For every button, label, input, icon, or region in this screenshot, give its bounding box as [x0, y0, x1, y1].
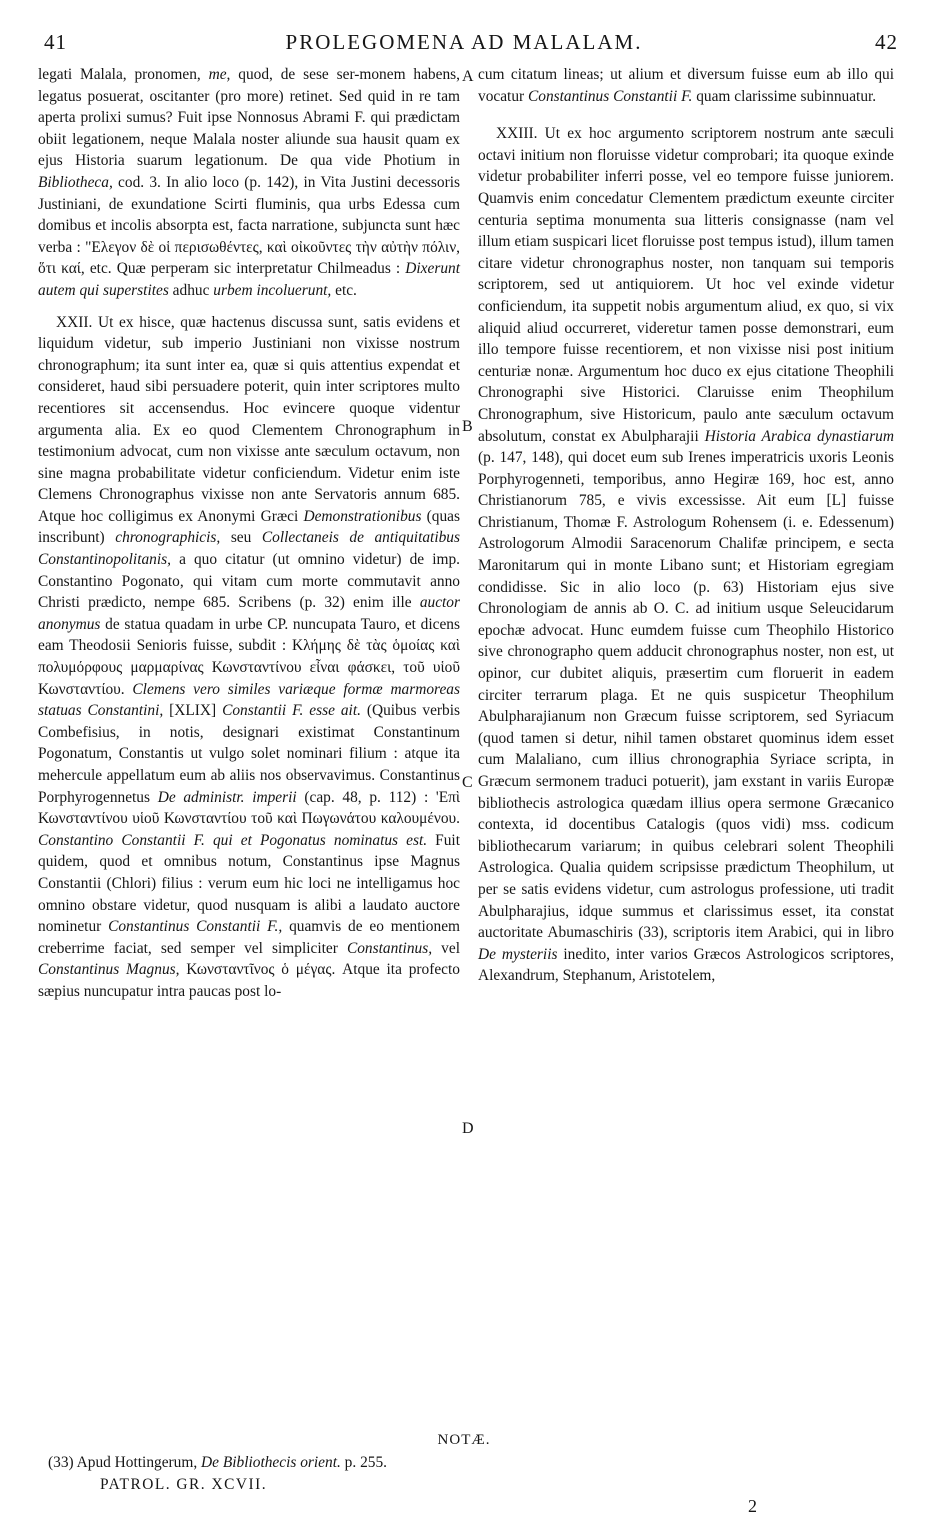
series-footer: PATROL. GR. XCVII.: [100, 1476, 268, 1493]
footnote-text-end: p. 255.: [340, 1454, 387, 1471]
text-run: seu: [220, 529, 262, 547]
right-column: [478, 64, 894, 987]
text-run: legati Malala, pronomen,: [38, 66, 209, 83]
left-column: [38, 64, 460, 1003]
notes-heading: NOTÆ.: [437, 1432, 491, 1448]
italic-run: Demonstrationibus: [303, 507, 422, 525]
italic-run: Constantinus Constantii F.,: [108, 918, 283, 936]
text-run: XXII. Ut ex hisce, quæ hactenus discussa sunt, satis evidens et liquidum videtur, sub imperio Justiniani non vixisse nostrum chronographum; ita sunt inter ea, quæ si quis attentius expendat et consideret, haud sibi persuadere poterit, quin inter scriptores multo recentiores sit accensendus. Hoc evincere quoque videntur argumenta alia. Ex eo quod Clementem Chronographum in testimonium advocat, cum non vixisse ante sæculum octavum, non sine magna probabilitate videtur conficiendum. Videtur enim iste Clemens Chronographus vixisse non ante Servatoris annum 685. Atque hoc colligimus ex Anonymi Græci: [38, 313, 460, 525]
italic-run: chronographicis,: [115, 529, 221, 547]
italic-run: De administr. imperii: [157, 788, 297, 806]
footnote-33: [48, 1454, 387, 1472]
text-run: [XLIX]: [163, 702, 223, 720]
margin-mark-b: B: [462, 418, 473, 435]
text-run: Κωνσταντῖνος ὁ μέγας. Atque ita profecto sæpius nuncupatur intra paucas post lo-: [38, 961, 460, 1000]
text-run: quod, de sese ser-monem habens, legatus posuerat, oscitanter (pro more) retinet. Sed quid in re tam aperta prolixi sumus? Fuit ipse Nonnosus Abrami F. qui prædictam obiit legationem, neque Malala noster aliunde sua hausit quam ex ejus Historia suarum legationum. De qua vide Photium in: [38, 66, 460, 170]
text-run: de statua quadam in urbe CP. nuncupata Tauro, et dicens eam Theodosii Senioris fuisse, subdit : Κλήμης δὲ τὰς ὁμοίας καὶ πολυμόρφους μαρμαρίνας Κωνσταντίνου εἶναι φάσκει, τοῦ υἱοῦ Κωνσταντίου.: [38, 615, 460, 698]
text-run: quam clarissime subinnuatur.: [692, 87, 877, 105]
text-run: cum citatum lineas; ut alium et diversum fuisse eum ab illo qui vocatur: [478, 66, 894, 105]
italic-run: Bibliotheca,: [38, 173, 113, 191]
text-run: (Quibus verbis Combefisius, in notis, designari existimat Constantinum Pogonatum, Constantis ut vulgo solet nominari filium : atque ita mehercule appellatum eum ab aliis nos observavimus. Constantinus Porphyrogennetus: [38, 702, 460, 806]
margin-mark-a: A: [462, 68, 474, 85]
italic-run: Constantinus Magnus,: [38, 961, 180, 979]
text-run: a quo citatur (ut omnino videtur) de imp. Constantino Pogonato, qui vitam cum morte commutavit anno Christi prædicto, nempe 685. Scribens (p. 32) enim ille: [38, 551, 460, 612]
page-number-right: 42: [875, 30, 898, 54]
page-number-left: 41: [44, 30, 67, 54]
italic-run: Dixerunt autem qui superstites: [38, 260, 460, 299]
left-paragraph-1: [38, 64, 460, 302]
text-run: (p. 147, 148), qui docet eum sub Irenes imperatricis uxoris Leonis Porphyrogenneti, temporibus, anno Hegiræ 169, hoc est, anno Christianorum 785, e vivis excessisse. Ait eum [L] fuisse Christianum, Thomæ F. Astrologum Rohensem (i. e. Edessenum) Astrologorum Almodii Saracenorum Chalifæ principem, e secta Maronitarum qui in monte Libano sunt; et Historiam egregiam condidisse. Sic in alio loco (p. 63) Historiam ejus sive Chronologiam de annis ab O. C. ad initium usque Seleucidarum epochæ advocat. Hunc eumdem fuisse cum Theophilo Historico sive chronographo quem adducit chronographus noster, non est, ut opinor, cur dubitet aliquis, præsertim cum floruerit in eadem circiter terrarum plaga. Et ne quis suspicetur Theophilum Abulpharajianum non Græcum fuisse scriptorem, sed Syriacum (quod tamen si detur, nihil tamen obstaret quominus idem esset cum Malaliano, cum illius chronographia Syriace scripta, in Græcum sermonem traduci potuerit), jam exstant in variis Europæ bibliothecis astrologica quædam illius opera sermone Græcanico contexta, id docentibus Catalogis (quos vidi) mss. codicum bibliothecarum variarum; in quibus celebrari solent Theophili Astrologica. Qualia quidem scripsisse prædictum Theophilum, ut per se satis evidens videtur, cum astrologus professione, uti tradit Abulpharajius, idque summus et clarissimus esset, ita constat auctoritate Abumaschiris (33), scriptoris item Arabici, qui in libro: [478, 449, 894, 942]
signature-mark: 2: [748, 1496, 757, 1516]
footnote-italic: De Bibliothecis orient.: [201, 1454, 341, 1471]
text-run: (quas inscribunt): [38, 507, 460, 547]
text-run: XXIII. Ut ex hoc argumento scriptorem nostrum ante sæculi octavi initium non floruisse videtur comprobari; ita quoque exinde videtur probabiliter inferri posse, vel eo tempore fuisse juniorem. Quamvis enim concedatur Clementem prædictum exeunte circiter centuria septima monumenta sua litteris consignasse (nam vel illum etiam suspicari licet floruisse post tempus istud), illum tamen citare videtur chronographus noster, non tanquam sui temporis scriptorem, sed ut antiquiorem. Ut hoc vel exinde videtur conficiendum, ita suppetit nobis argumentum aliud, ex quo, si vix aliquid aliud occurreret, videretur tamen posse demonstrari, eum illo tempore fuisse recentiorem, et non vixisse nisi post initium centuriæ nonæ. Argumentum hoc duco ex ejus citatione Theophili Chronographi sive Historici. Claruisse enim Theophilum Chronographum, sive Historicum, paulo ante sæculum octavum absolutum, constat ex Abulpharajii: [478, 125, 894, 445]
text-run: adhuc: [168, 281, 214, 299]
italic-run: Collectaneis de antiquitatibus Constantinopolitanis,: [38, 529, 460, 569]
italic-run: De mysteriis: [478, 945, 558, 963]
footnote-text: (33) Apud Hottingerum,: [48, 1454, 202, 1471]
margin-mark-c: C: [462, 774, 473, 791]
italic-run: me,: [208, 66, 231, 83]
running-title: PROLEGOMENA AD MALALAM.: [285, 30, 643, 54]
italic-run: urbem incoluerunt,: [213, 281, 332, 299]
margin-mark-d: D: [462, 1120, 474, 1137]
italic-run: Constantii F. esse ait.: [222, 702, 361, 720]
left-paragraph-2: [38, 312, 460, 1003]
italic-run: Constantinus,: [346, 939, 433, 957]
text-run: (cap. 48, p. 112) : 'Επὶ Κωνσταντίνου υἱοῦ Κωνσταντίου τοῦ καὶ Πωγωνάτου καλουμένου.: [38, 788, 461, 828]
italic-run: auctor anonymus: [38, 594, 460, 633]
italic-run: Constantinus Constantii F.: [528, 87, 693, 105]
italic-run: Historia Arabica dynastiarum: [704, 427, 894, 445]
italic-run: Constantino Constantii F. qui et Pogonatus nominatus est.: [38, 831, 428, 849]
text-run: cod. 3. In alio loco (p. 142), in Vita Justini decessoris Justiniani, de exundatione Scirti fluminis, qua urbs Edessa cum domibus et incolis absorpta est, facta narratione, subjuncta sunt hæc verba : "Ελεγον δὲ οἱ περισωθέντες, καὶ οἰκοῦντες τὴν αὐτὴν πόλιν, ὅτι καί, etc. Quæ perperam sic interpretatur Chilmeadus :: [38, 173, 460, 278]
text-run: inedito, inter varios Græcos Astrologicos scriptores, Alexandrum, Stephanum, Aristotelem,: [478, 945, 894, 985]
right-paragraph-1: [478, 64, 894, 107]
right-paragraph-2: [478, 123, 894, 987]
text-run: etc.: [331, 281, 357, 299]
text-run: quamvis de eo mentionem creberrime faciat, sed semper vel simpliciter: [38, 918, 461, 957]
italic-run: Clemens vero similes variæque formæ marmoreas statuas Constantini,: [38, 680, 460, 720]
text-run: Fuit quidem, quod et omnibus notum, Constantinus ipse Magnus Constantii (Chlori) filius : verum eum hic loci ne intelligamus hoc omnino obstare videtur, quod nusquam is alibi a laudato auctore nominetur: [38, 831, 460, 936]
text-run: vel: [432, 939, 460, 957]
